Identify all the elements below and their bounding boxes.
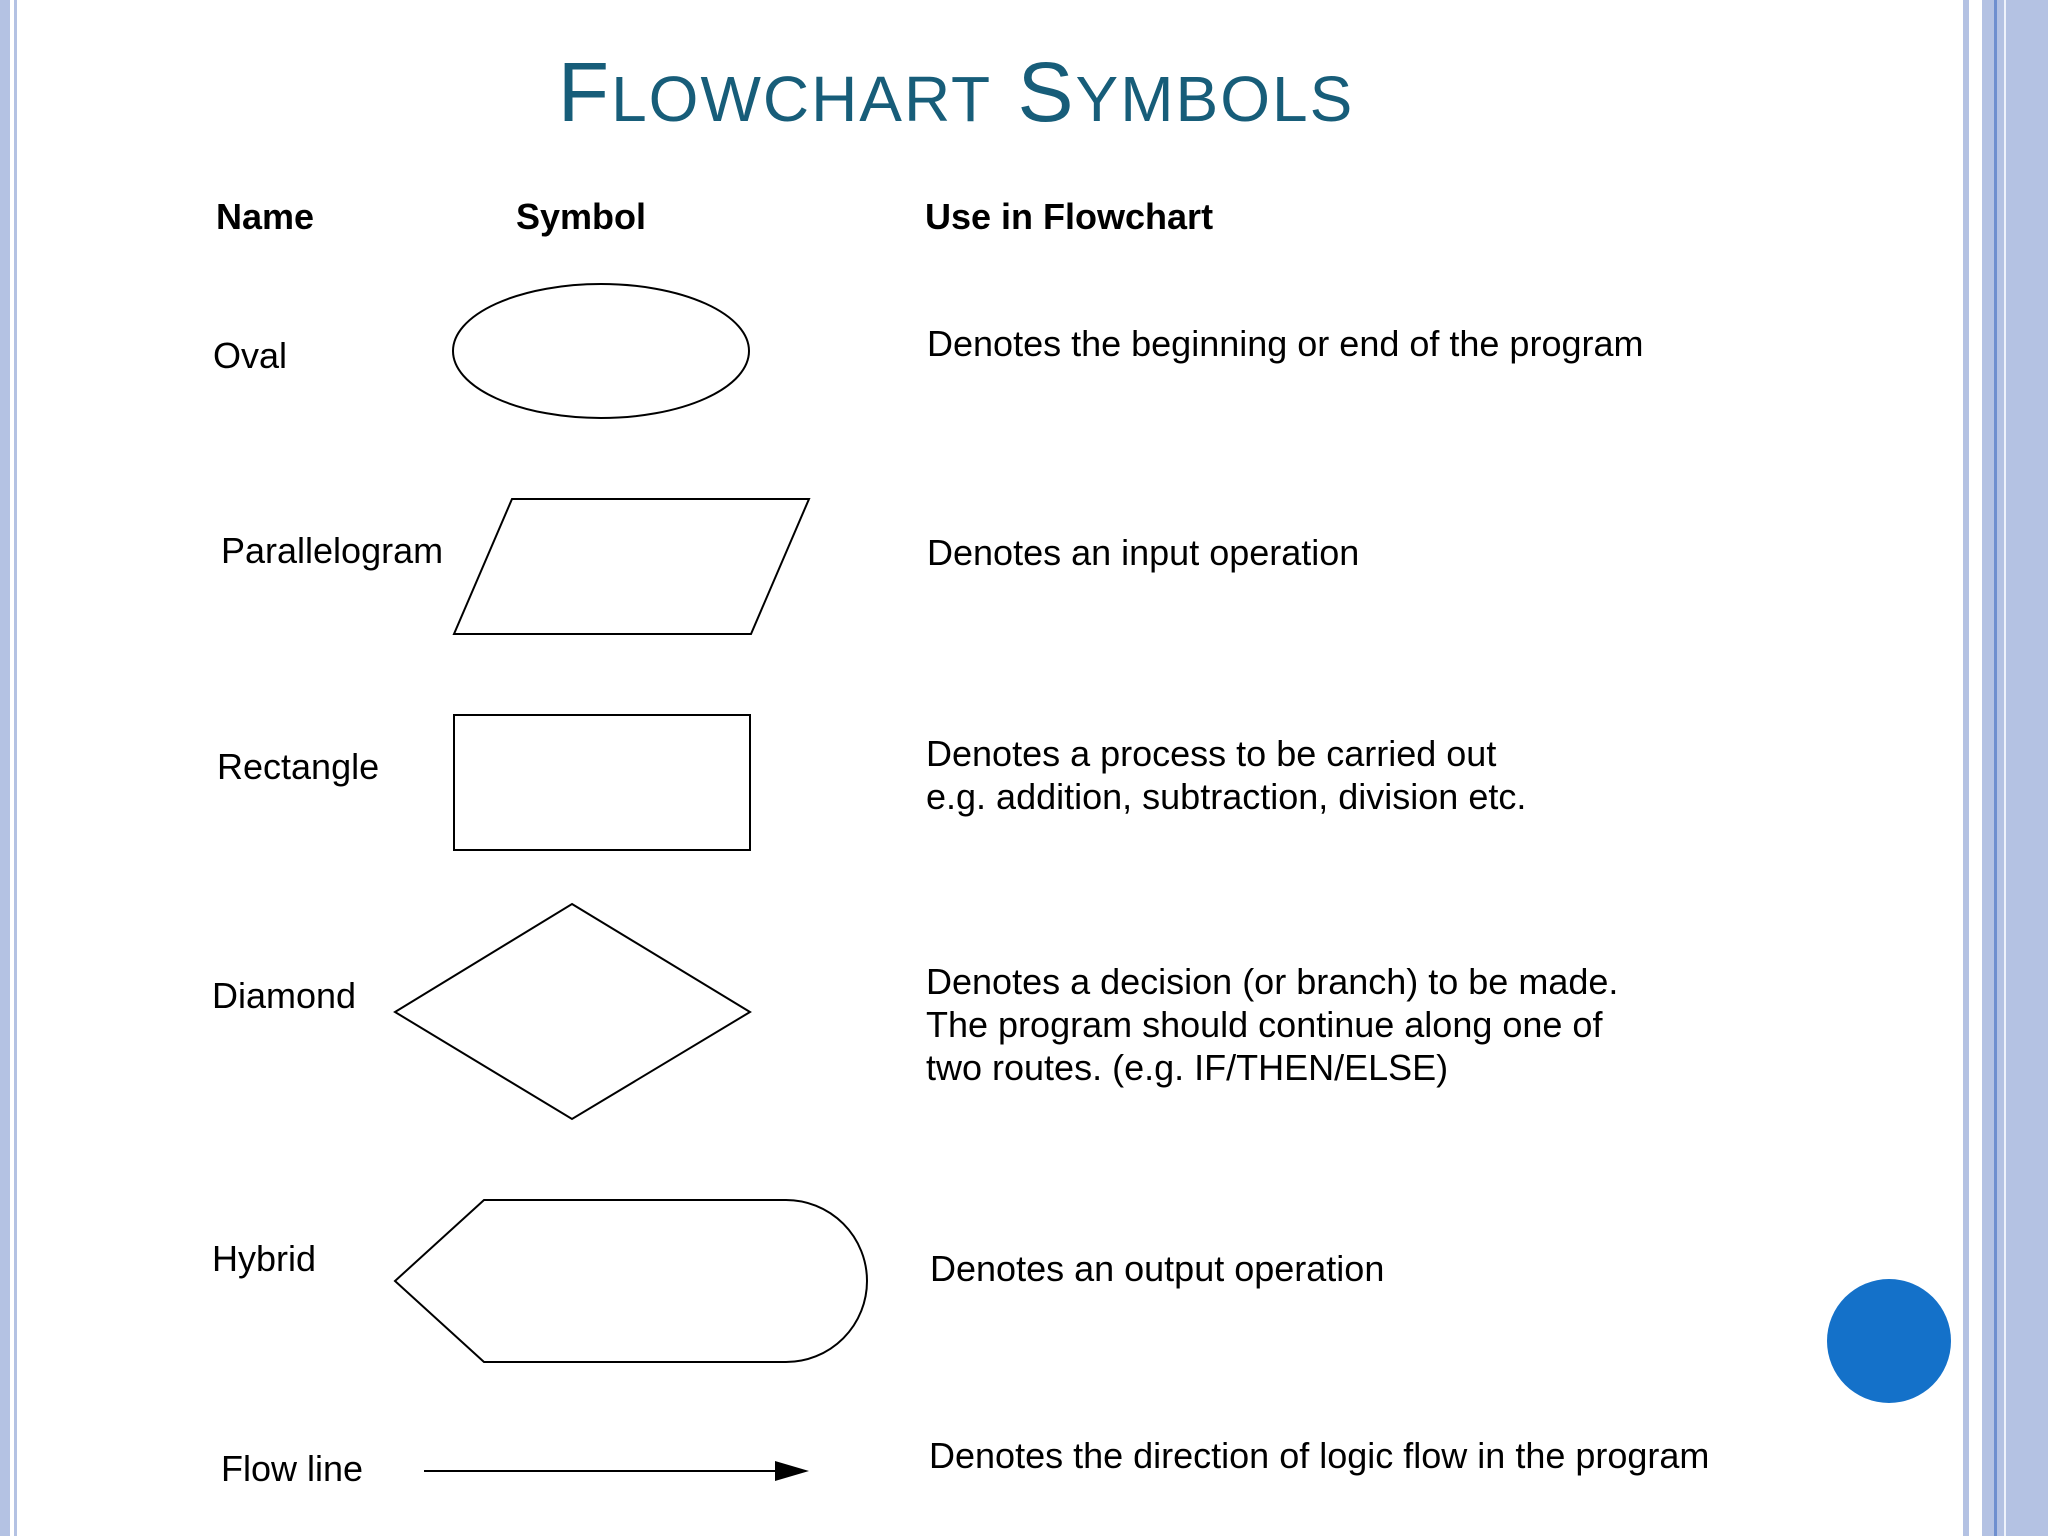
- rectangle-symbol: [454, 715, 750, 850]
- row-use-flow-line-line-1: Denotes the direction of logic flow in the program: [929, 1435, 1710, 1476]
- title-rest-1: LOWCHART: [611, 63, 993, 135]
- row-name-rectangle: Rectangle: [217, 746, 380, 787]
- diamond-symbol: [395, 904, 750, 1119]
- row-use-diamond-line-3: two routes. (e.g. IF/THEN/ELSE): [926, 1047, 1449, 1088]
- column-header-use: Use in Flowchart: [925, 196, 1214, 237]
- title-initial-2: S: [1017, 45, 1076, 139]
- oval-symbol: [453, 284, 749, 418]
- row-use-diamond-line-1: Denotes a decision (or branch) to be made.: [926, 961, 1619, 1002]
- slide-decoration-dot: [1827, 1279, 1951, 1403]
- column-header-symbol: Symbol: [516, 196, 647, 237]
- row-name-diamond: Diamond: [212, 975, 357, 1016]
- row-name-hybrid: Hybrid: [212, 1238, 317, 1279]
- column-header-name: Name: [216, 196, 315, 237]
- arrowhead-icon: [775, 1461, 809, 1481]
- row-use-rectangle-line-2: e.g. addition, subtraction, division etc.: [926, 776, 1527, 817]
- row-use-rectangle-line-1: Denotes a process to be carried out: [926, 733, 1497, 774]
- row-name-parallelogram: Parallelogram: [221, 530, 444, 571]
- row-name-flow-line: Flow line: [221, 1448, 364, 1489]
- parallelogram-symbol: [454, 499, 809, 634]
- row-use-diamond-line-2: The program should continue along one of: [926, 1004, 1603, 1045]
- row-use-hybrid-line-1: Denotes an output operation: [930, 1248, 1385, 1289]
- row-use-parallelogram-line-1: Denotes an input operation: [927, 532, 1360, 573]
- row-use-oval-line-1: Denotes the beginning or end of the program: [927, 323, 1644, 364]
- hybrid-symbol: [395, 1200, 867, 1362]
- row-name-oval: Oval: [213, 335, 288, 376]
- title-initial-1: F: [557, 45, 612, 139]
- title-rest-2: YMBOLS: [1075, 63, 1355, 135]
